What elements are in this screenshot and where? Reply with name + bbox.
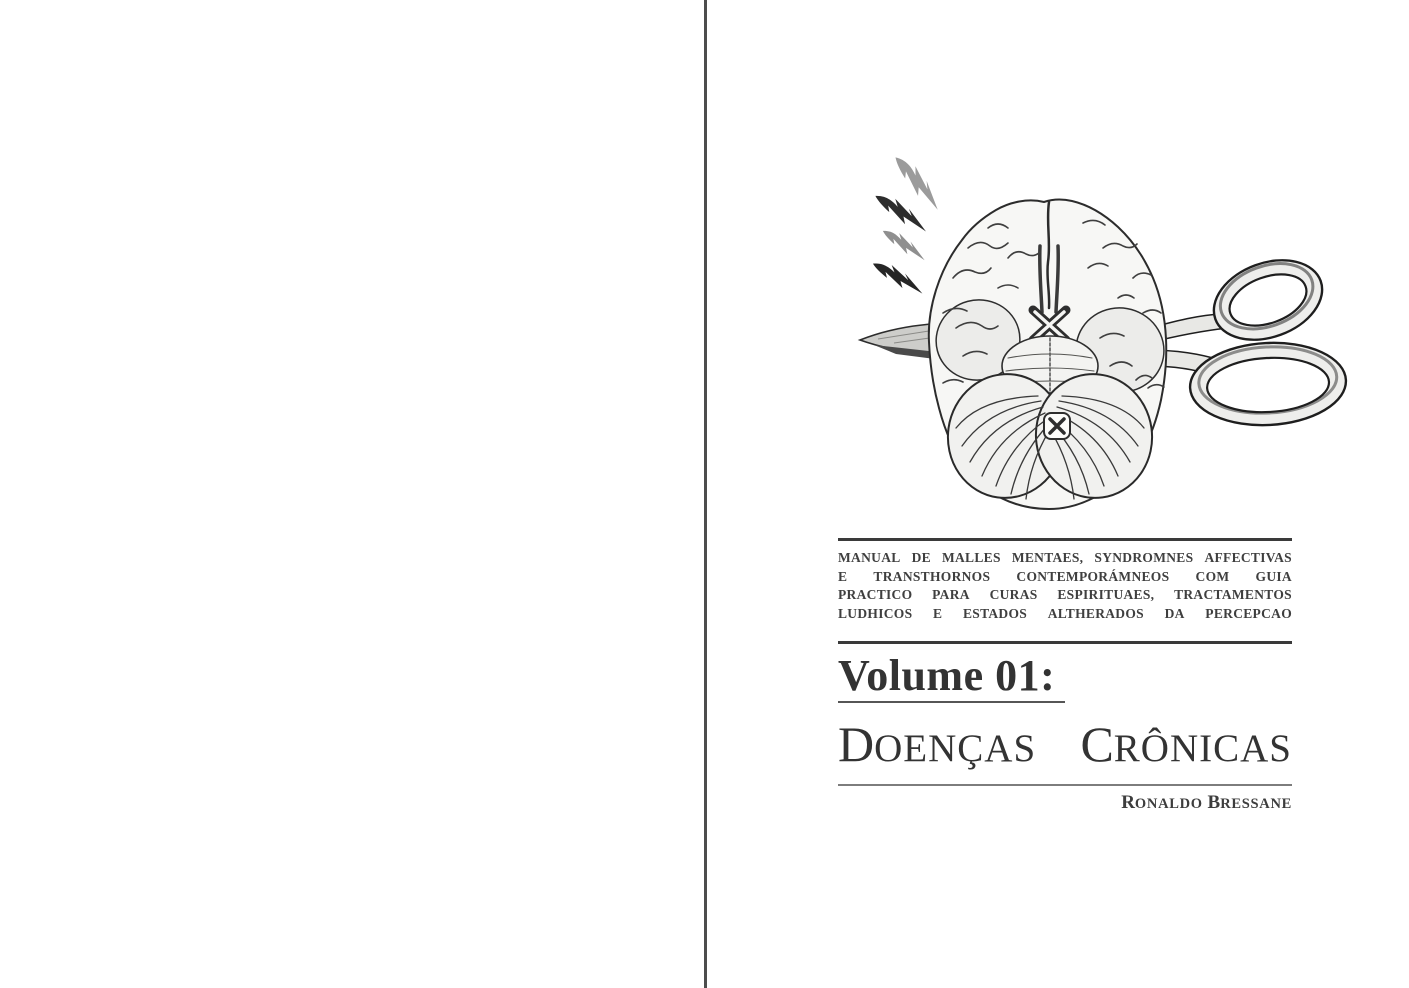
middle-rule xyxy=(838,641,1292,644)
volume-underline xyxy=(838,701,1065,703)
brain-icon xyxy=(927,200,1171,509)
volume-label: Volume 01: xyxy=(838,651,1056,700)
top-rule xyxy=(838,538,1292,541)
subtitle-line: LUDHICOS E ESTADOS ALTHERADOS DA PERCEPCAO xyxy=(838,605,1292,621)
subtitle-line: E TRANSTHORNOS CONTEMPORÁMNEOS COM GUIA xyxy=(838,568,1292,584)
subtitle-block xyxy=(838,549,1292,623)
author-name: RONALDO BRESSANE xyxy=(1121,792,1292,813)
brain-scissors-illustration xyxy=(848,128,1348,513)
lightning-bolt-icon xyxy=(869,153,950,295)
bottom-rule xyxy=(838,784,1292,786)
subtitle-line: MANUAL DE MALLES MENTAES, SYNDROMNES AFFECTIVAS xyxy=(838,550,1292,565)
subtitle-line: PRACTICO PARA CURAS ESPIRITUAES, TRACTAMENTOS xyxy=(838,587,1292,602)
book-title: DOENÇAS CRÔNICAS xyxy=(838,716,1292,772)
page-divider xyxy=(704,0,707,988)
